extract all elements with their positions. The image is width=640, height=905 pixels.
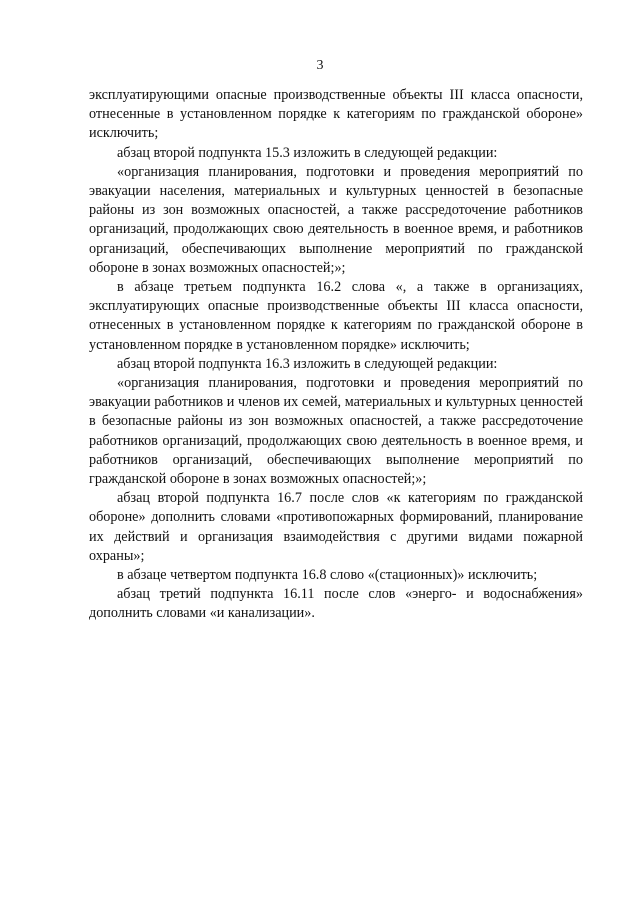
paragraph: абзац второй подпункта 15.3 изложить в следующей редакции:: [117, 144, 498, 161]
page-number: 3: [316, 58, 324, 73]
paragraph-quote: «организация планирования, подготовки и проведения мероприятий по эвакуации населения, материальных и культурных ценностей в безопасные районы из зон возможных опасностей, а также рассредоточение работников организаций, продолжающих свою деятельность в военное время, и работников организаций, обеспечивающих выполнение мероприятий по гражданской обороне в зонах возможных опасностей;»;: [89, 163, 583, 276]
paragraph: абзац второй подпункта 16.7 после слов «к категориям по гражданской обороне» дополнить словами «противопожарных формирований, планирование их действий и организация взаимодействия с другими видами пожарной охраны»;: [89, 490, 583, 564]
paragraph: в абзаце третьем подпункта 16.2 слова «, а также в организациях, эксплуатирующих опасные производственные объекты III класса опасности, отнесенных в установленном порядке к категориям по гражданской обороне в установленном порядке в установленном порядке» исключить;: [89, 279, 583, 353]
paragraph: абзац второй подпункта 16.3 изложить в следующей редакции:: [117, 355, 498, 372]
paragraph-continuation: эксплуатирующими опасные производственные объекты III класса опасности, отнесенные в установленном порядке к категориям по гражданской обороне» исключить;: [89, 87, 583, 142]
paragraph: абзац третий подпункта 16.11 после слов «энерго- и водоснабжения» дополнить словами «и канализации».: [89, 586, 583, 622]
paragraph: в абзаце четвертом подпункта 16.8 слово «(стационных)» исключить;: [117, 567, 538, 584]
document-body: [89, 86, 583, 624]
paragraph-quote: «организация планирования, подготовки и проведения мероприятий по эвакуации работников и членов их семей, материальных и культурных ценностей в безопасные районы из зон возможных опасностей, а также рассредоточение работников организаций, продолжающих свою деятельность в военное время, и работников организаций, обеспечивающих выполнение мероприятий по гражданской обороне в зонах возможных опасностей;»;: [89, 375, 583, 488]
